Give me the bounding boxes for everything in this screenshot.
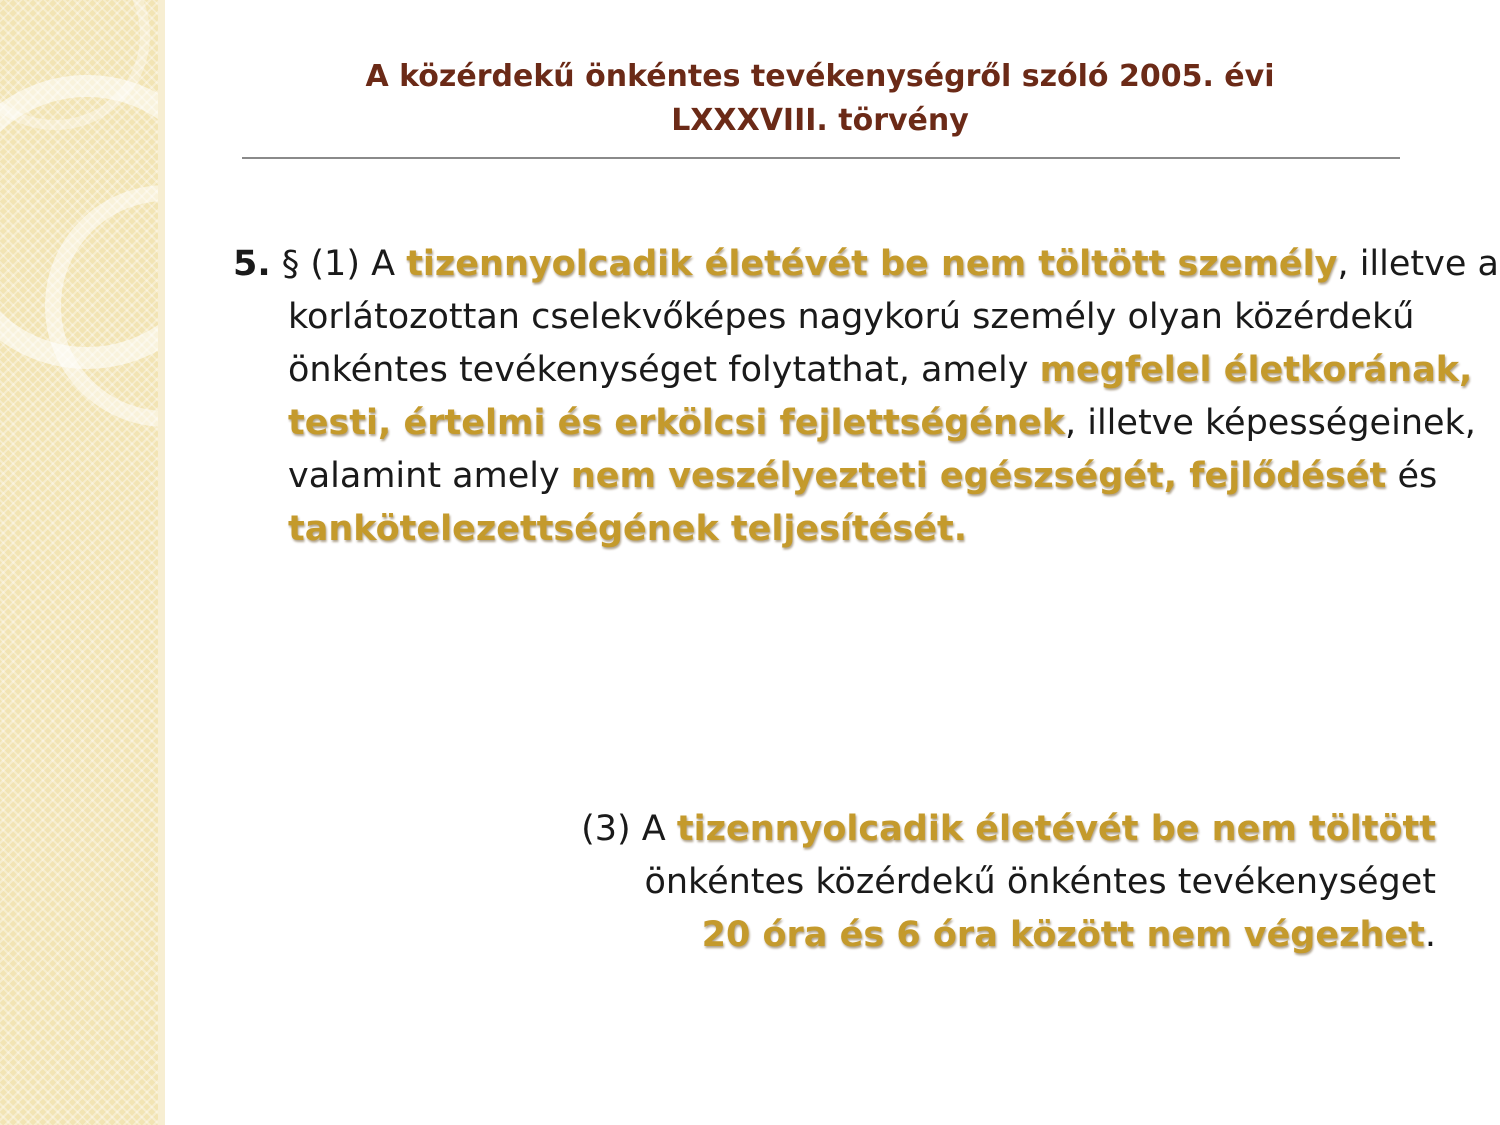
para2-line-1 (290, 803, 1436, 856)
paragraph-section-3 (290, 803, 1436, 962)
highlight-segment: tizennyolcadik életévét be nem töltött személy (406, 244, 1338, 284)
text-segment: , illetve a korlátozottan cselekvőképes nagykorú személy olyan közérdekű önkéntes tevékenységet folytathat, amely (288, 244, 1499, 390)
section-number: 5. (233, 244, 271, 284)
text-segment: . (1424, 915, 1436, 955)
highlight-segment: tankötelezettségének teljesítését. (288, 509, 967, 549)
para2-line-3 (290, 909, 1436, 962)
decorative-sidebar (0, 0, 165, 1125)
para2-line-2: önkéntes közérdekű önkéntes tevékenységet (644, 862, 1436, 902)
text-segment: § (1) A (270, 244, 407, 284)
title-line-1: A közérdekű önkéntes tevékenységről szóló 2005. évi (365, 59, 1275, 94)
title-divider (242, 157, 1400, 159)
text-segment: (3) A (581, 809, 677, 849)
highlight-segment: tizennyolcadik életévét be nem töltött (676, 809, 1436, 849)
highlight-segment: megfelel életkorának, testi, értelmi és erkölcsi fejlettségének (288, 350, 1473, 443)
highlight-segment: nem veszélyezteti egészségét, fejlődését (570, 456, 1387, 496)
sidebar-edge (158, 0, 165, 1125)
text-segment: és (1386, 456, 1438, 496)
text-segment: , illetve képességeinek, valamint amely (288, 403, 1476, 496)
highlight-segment: 20 óra és 6 óra között nem végezhet (701, 915, 1425, 955)
title-line-2: LXXXVIII. törvény (671, 103, 969, 138)
paragraph-section-5-1 (233, 238, 1500, 556)
slide-title (240, 55, 1400, 143)
